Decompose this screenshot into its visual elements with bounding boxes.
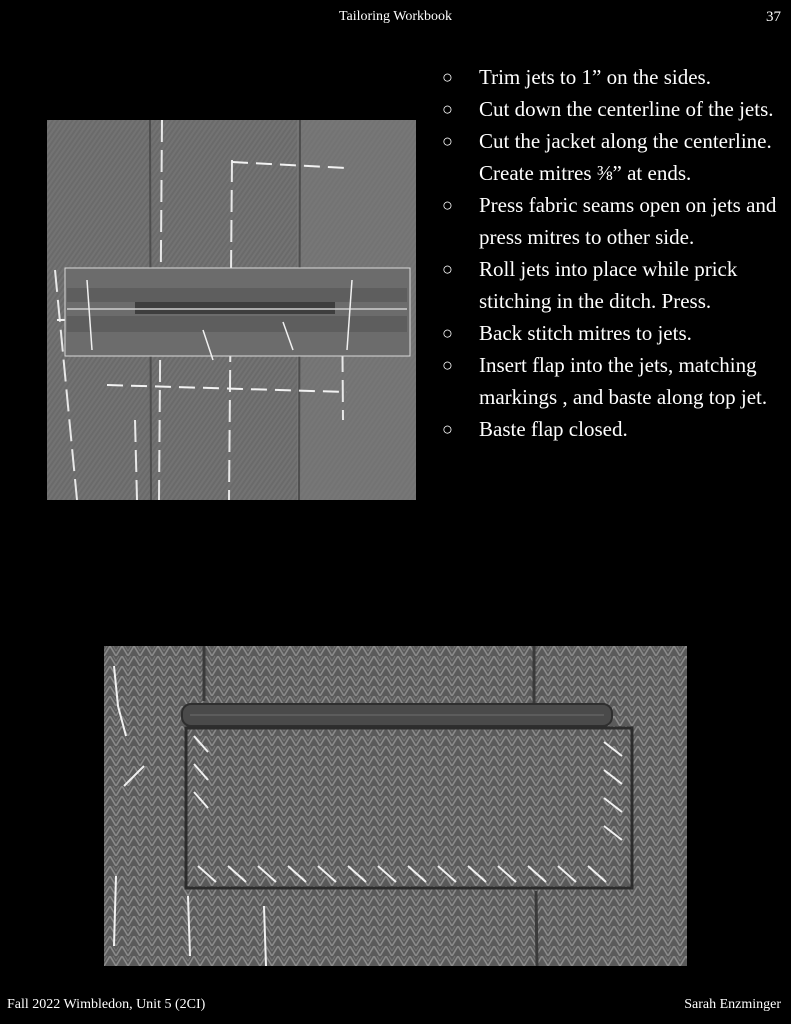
step-text: Cut down the centerline of the jets.	[479, 97, 774, 121]
jets-photo	[47, 120, 416, 500]
instruction-list	[440, 61, 780, 445]
header-title: Tailoring Workbook	[338, 9, 453, 24]
fabric-photo-jets-icon	[47, 120, 416, 500]
step-text: Press fabric seams open on jets and press mitres to other side.	[479, 193, 777, 249]
list-item	[440, 189, 780, 253]
list-item	[440, 125, 780, 189]
page-number: 37	[766, 9, 781, 25]
step-text: Roll jets into place while prick stitching in the ditch. Press.	[479, 257, 738, 313]
list-item	[440, 413, 780, 445]
list-item	[440, 93, 780, 125]
list-item	[440, 253, 780, 317]
footer-left: Fall 2022 Wimbledon, Unit 5 (2CI)	[7, 997, 206, 1012]
bullet-icon: ○	[442, 355, 453, 375]
flap-photo	[104, 646, 687, 966]
bullet-icon: ○	[442, 259, 453, 279]
list-item	[440, 61, 780, 93]
bullet-icon: ○	[442, 99, 453, 119]
bullet-icon: ○	[442, 195, 453, 215]
bullet-icon: ○	[442, 419, 453, 439]
list-item	[440, 349, 780, 413]
bullet-icon: ○	[442, 67, 453, 87]
bullet-icon: ○	[442, 323, 453, 343]
step-text: Cut the jacket along the centerline. Create mitres ⅜” at ends.	[479, 129, 772, 185]
step-text: Insert flap into the jets, matching markings , and baste along top jet.	[479, 353, 768, 409]
step-text: Trim jets to 1” on the sides.	[479, 65, 711, 89]
step-text: Back stitch mitres to jets.	[479, 321, 692, 345]
list-item	[440, 317, 780, 349]
bullet-icon: ○	[442, 131, 453, 151]
step-text: Baste flap closed.	[479, 417, 628, 441]
fabric-photo-flap-icon	[104, 646, 687, 966]
footer-right: Sarah Enzminger	[684, 997, 781, 1012]
